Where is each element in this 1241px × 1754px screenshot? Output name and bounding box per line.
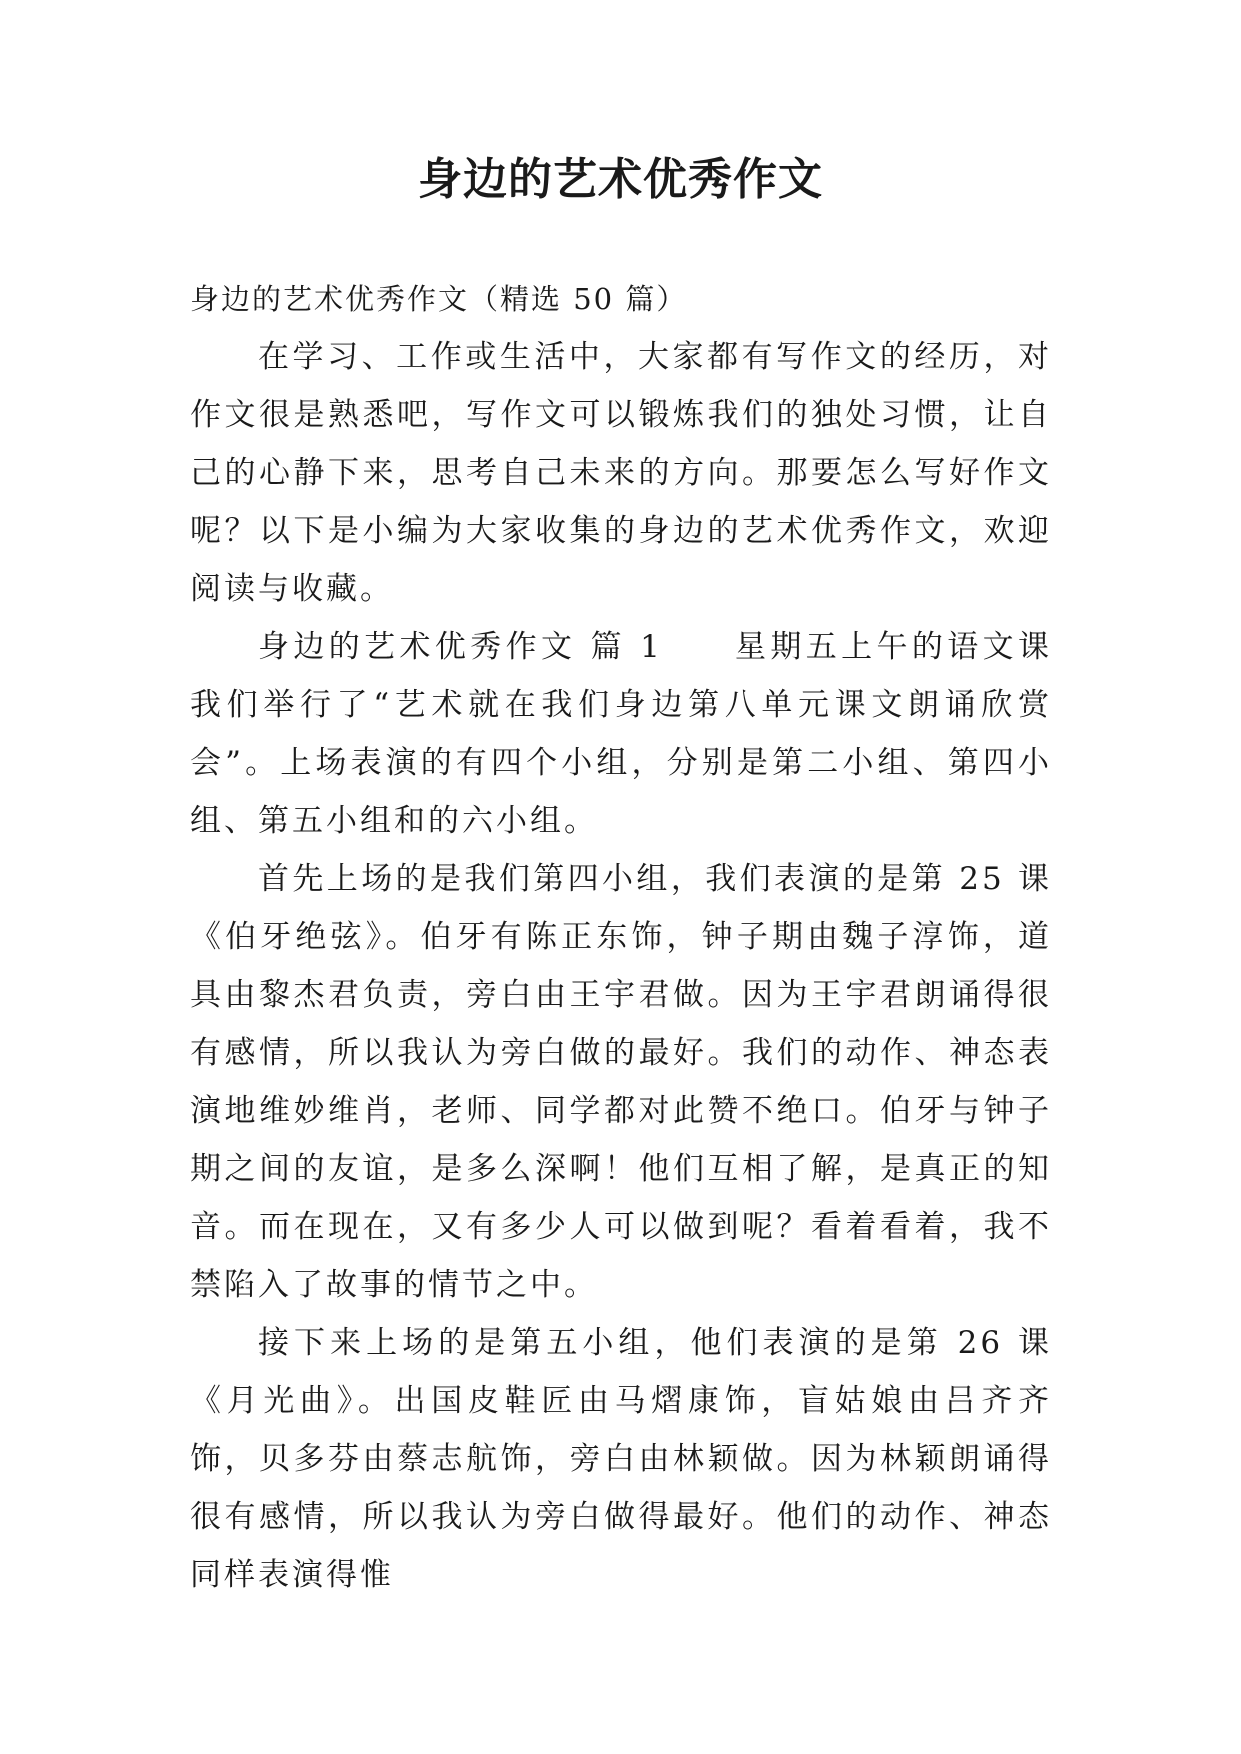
document-body — [190, 270, 1052, 1604]
paragraph-group-five: 接下来上场的是第五小组，他们表演的是第 26 课《月光曲》。出国皮鞋匠由马熠康饰，盲姑娘由吕齐齐饰，贝多芬由蔡志航饰，旁白由林颖做。因为林颖朗诵得很有感情，所以我认为旁白做得最好。他们的动作、神态同样表演得惟 — [190, 1325, 1052, 1593]
paragraph-group-four: 首先上场的是我们第四小组，我们表演的是第 25 课《伯牙绝弦》。伯牙有陈正东饰，钟子期由魏子淳饰，道具由黎杰君负责，旁白由王宇君做。因为王宇君朗诵得很有感情，所以我认为旁白做的最好。我们的动作、神态表演地维妙维肖，老师、同学都对此赞不绝口。伯牙与钟子期之间的友谊，是多么深啊！他们互相了解，是真正的知音。而在现在，又有多少人可以做到呢？看着看着，我不禁陷入了故事的情节之中。 — [190, 861, 1052, 1303]
document-title: 身边的艺术优秀作文 — [418, 154, 823, 205]
paragraph-essay-1-opening: 身边的艺术优秀作文 篇 1 星期五上午的语文课我们举行了“艺术就在我们身边第八单元课文朗诵欣赏会”。上场表演的有四个小组，分别是第二小组、第四小组、第五小组和的六小组。 — [190, 629, 1052, 839]
document-subtitle: 身边的艺术优秀作文（精选 50 篇） — [190, 282, 688, 316]
paragraph-intro: 在学习、工作或生活中，大家都有写作文的经历，对作文很是熟悉吧，写作文可以锻炼我们的独处习惯，让自己的心静下来，思考自己未来的方向。那要怎么写好作文呢？以下是小编为大家收集的身边的艺术优秀作文，欢迎阅读与收藏。 — [190, 339, 1052, 607]
